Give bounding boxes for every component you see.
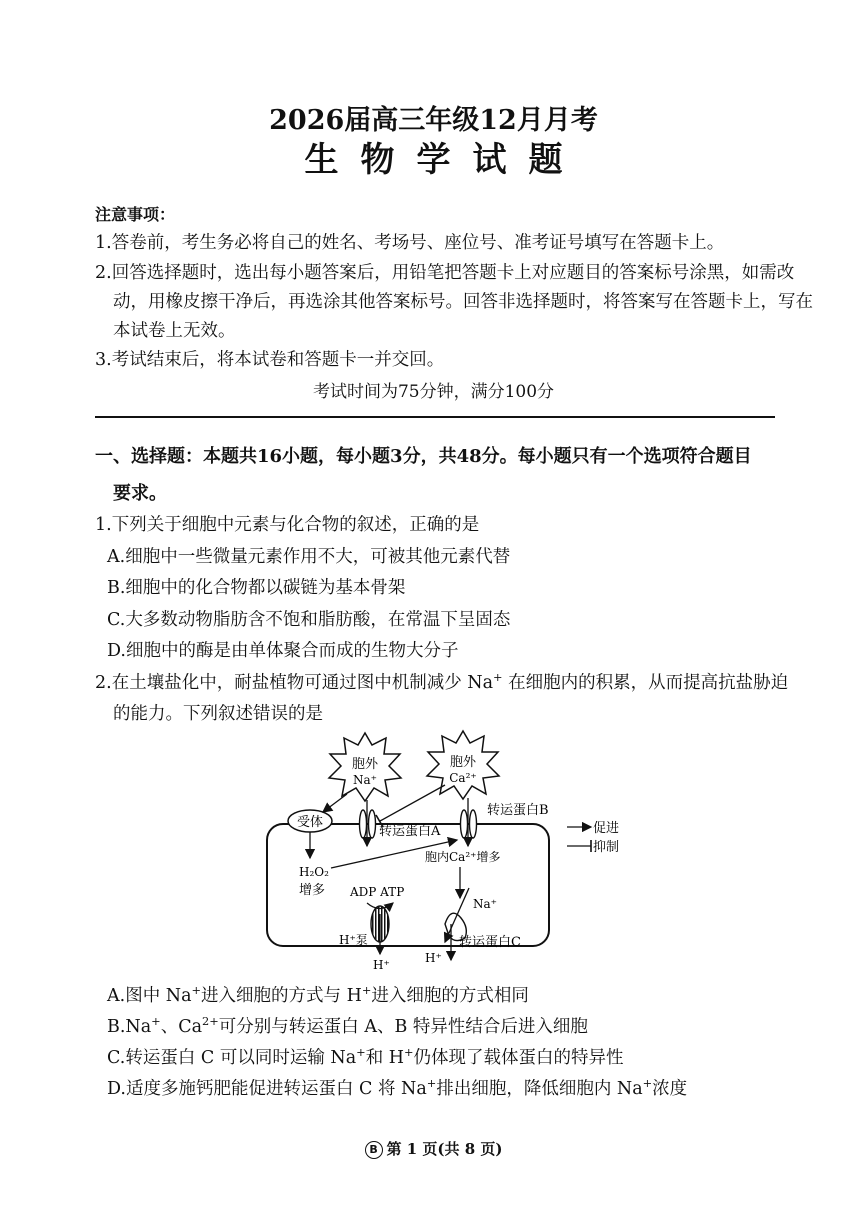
na-c-label: Na⁺ [473,897,497,911]
increase-label: 增多 [299,883,326,898]
transporter-b-label: 转运蛋白B [487,803,549,818]
burst2-line2: Ca²⁺ [449,771,477,785]
legend-promote: 促进 [593,821,620,836]
q2-option-b: B.Na+、$Ca^{2+}$可分别与转运蛋白 A、B 特异性结合后进入细胞 [107,1014,588,1037]
section-heading-line-2: 要求。 [113,483,167,504]
exam-info: 考试时间为75分钟，满分100分 [312,382,555,402]
q1-stem: 1.下列关于细胞中元素与化合物的叙述，正确的是 [95,515,480,535]
h-pump-label: H⁺泵 [339,933,368,947]
notice-item-3: 3.考试结束后，将本试卷和答题卡一并交回。 [95,350,445,370]
divider [95,416,775,418]
h-c-label: H⁺ [425,951,442,965]
burst2-line1: 胞外 [449,755,477,770]
ca-inside-label: 胞内Ca²⁺增多 [425,850,501,864]
notice-item-1: 1.答卷前，考生务必将自己的姓名、考场号、座位号、准考证号填写在答题卡上。 [95,233,725,253]
burst1-line2: Na⁺ [353,773,377,787]
receptor-label: 受体 [296,815,324,830]
section-heading-line-1: 一、选择题：本题共16小题，每小题3分，共48分。每小题只有一个选项符合题目 [95,446,752,467]
page-number: 第 1 页(共 8 页) [386,1140,503,1158]
subject-title: 生物学试题 [304,140,585,180]
paper-version-icon: B [365,1141,383,1159]
page-footer [0,1138,867,1159]
q2-stem-line-1: 2.在土壤盐化中，耐盐植物可通过图中机制减少 Na+ 在细胞内的积累，从而提高抗盐胁迫 [95,670,789,693]
notice-item-2-line-1: 2.回答选择题时，选出每小题答案后，用铅笔把答题卡上对应题目的答案标号涂黑，如需改 [95,263,795,283]
h2o2-label: H₂O₂ [299,865,329,879]
q1-option-a: A.细胞中一些微量元素作用不大，可被其他元素代替 [107,547,511,567]
cell-transport-diagram [255,728,635,973]
q1-option-d: D.细胞中的酶是由单体聚合而成的生物大分子 [107,641,459,661]
exam-title: 2026届高三年级12月月考 [269,105,598,136]
transporter-c-label: 转运蛋白C [459,935,521,950]
notice-item-2-line-2: 动，用橡皮擦干净后，再选涂其他答案标号。回答非选择题时，将答案写在答题卡上，写在 [113,292,813,312]
q2-option-a: A.图中 Na+进入细胞的方式与 H+进入细胞的方式相同 [107,983,529,1006]
burst1-line1: 胞外 [351,757,379,772]
adp-atp-label: ADP ATP [350,885,405,899]
q2-option-c: C.转运蛋白 C 可以同时运输 Na+和 H+仍体现了载体蛋白的特异性 [107,1045,624,1068]
transporter-a-label: 转运蛋白A [379,824,441,839]
q1-option-c: C.大多数动物脂肪含不饱和脂肪酸，在常温下呈固态 [107,610,511,630]
q1-option-b: B.细胞中的化合物都以碳链为基本骨架 [107,578,406,598]
q2-stem-line-2: 的能力。下列叙述错误的是 [113,704,323,724]
legend-inhibit: 抑制 [593,840,620,855]
notice-item-2-line-3: 本试卷上无效。 [113,321,236,341]
notice-heading: 注意事项： [95,205,176,224]
q2-option-d: D.适度多施钙肥能促进转运蛋白 C 将 Na+排出细胞，降低细胞内 Na+浓度 [107,1076,688,1099]
h-out-label: H⁺ [373,958,390,972]
